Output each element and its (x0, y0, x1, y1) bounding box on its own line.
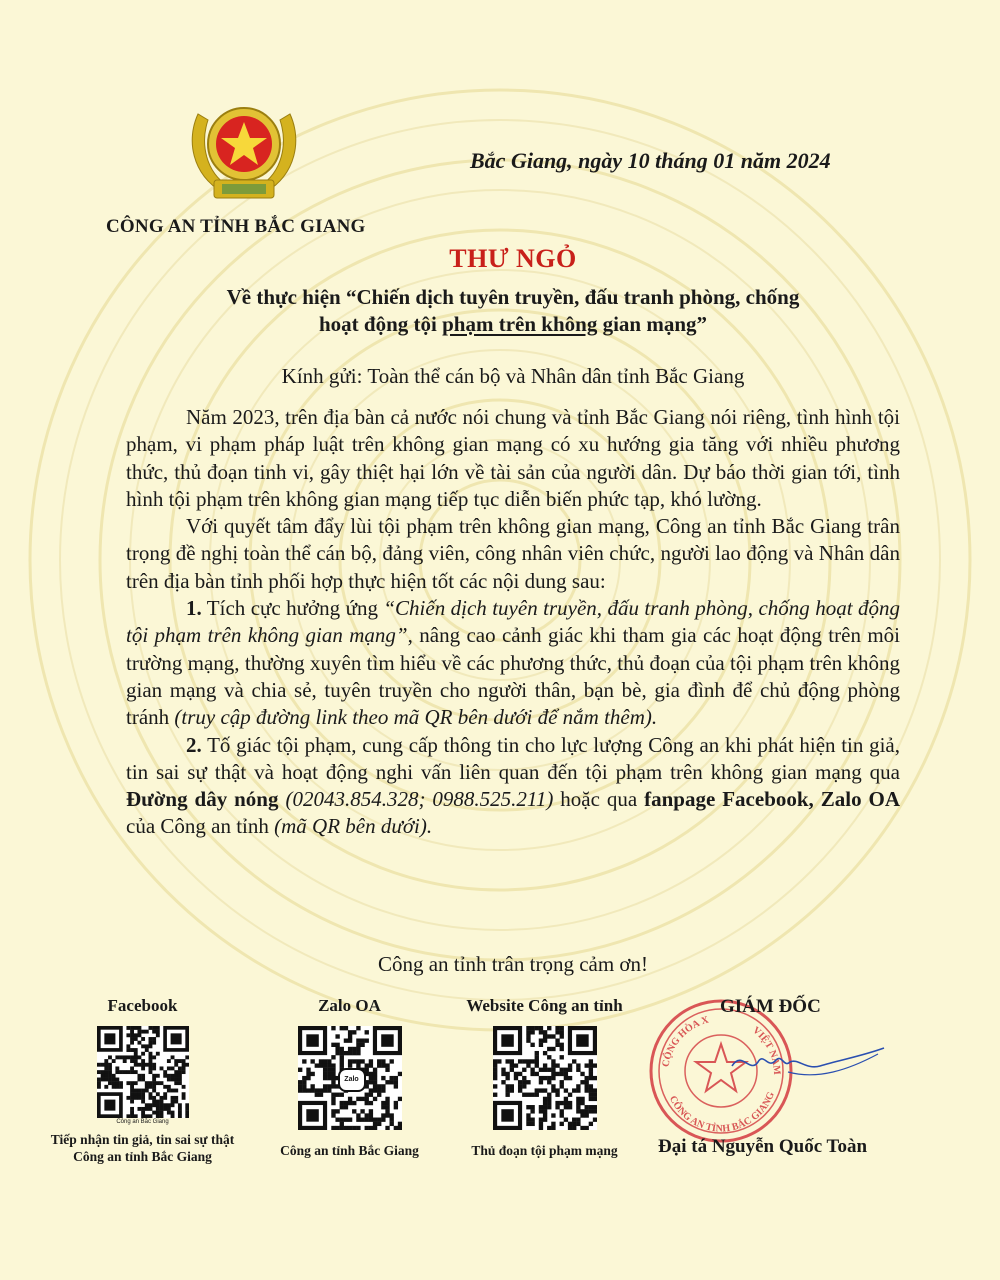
director-title: GIÁM ĐỐC (720, 996, 821, 1017)
item-text: Tố giác tội phạm, cung cấp thông tin cho lực lượng Công an khi phát hiện tin giả, tin sai sự thật và hoạt động nghi vấn liên quan đến tội phạm trên không gian mạng qua (126, 732, 900, 784)
agency-name: CÔNG AN TỈNH BẮC GIANG (106, 216, 366, 237)
signer-name: Đại tá Nguyễn Quốc Toàn (658, 1136, 868, 1157)
item-text: hoặc qua (553, 787, 645, 812)
qr-facebook-code[interactable] (97, 1026, 189, 1118)
item-number: 1. (186, 596, 202, 621)
qr-zalo-wrap (298, 1026, 402, 1130)
qr-zalo-caption: Công an tỉnh Bắc Giang (280, 1143, 419, 1158)
paragraph-1: Năm 2023, trên địa bàn cả nước nói chung và tỉnh Bắc Giang nói riêng, tình hình tội phạm, vi phạm pháp luật trên không gian mạng có xu hướng gia tăng với nhiều phương thức, thủ đoạn tinh vi, gây thiệt hại lớn về tài sản của người dân. Dự báo thời gian tới, tình hình tội phạm trên không gian mạng tiếp tục diễn biến phức tạp, khó lường. (126, 405, 900, 511)
qr-facebook-title: Facebook (107, 996, 178, 1015)
paragraph-2: Với quyết tâm đẩy lùi tội phạm trên không gian mạng, Công an tỉnh Bắc Giang trân trọng đề nghị toàn thể cán bộ, đảng viên, công nhân viên chức, người lao động và Nhân dân trên địa bàn tỉnh phối hợp thực hiện tốt các nội dung sau: (126, 514, 900, 593)
item-text: , nâng cao cảnh giác khi tham gia các hoạt động trên môi trường mạng, thường xuyên tìm hiểu về các phương thức, thủ đoạn của tội phạm trên không gian mạng và chia sẻ, tuyên truyền cho người thân, bạn bè, gia đình để chủ động phòng tránh (126, 623, 900, 730)
item-text: của Công an tỉnh (126, 814, 275, 839)
qr-zalo-block (262, 996, 437, 1159)
channels-label: fanpage Facebook, Zalo OA (644, 787, 901, 812)
subtitle-underlined: phạm trên không (442, 312, 598, 336)
qr-website-block (447, 996, 642, 1159)
qr-facebook-caption-2: Công an tỉnh Bắc Giang (73, 1149, 212, 1164)
zalo-logo-icon (338, 1068, 366, 1092)
list-item-1 (126, 595, 900, 731)
letter-body (126, 404, 900, 841)
qr-hint: (mã QR bên dưới). (274, 814, 433, 839)
hotline-label: Đường dây nóng (126, 787, 279, 812)
stamp-top-text: CỘNG HÒA X (660, 1014, 711, 1068)
qr-website-code[interactable] (493, 1026, 597, 1130)
subtitle-part: hoạt động tội (319, 312, 443, 336)
svg-text:CỘNG HÒA X (660, 1014, 711, 1068)
salutation: Kính gửi: Toàn thể cán bộ và Nhân dân tỉnh Bắc Giang (281, 364, 745, 388)
subtitle-part: gian mạng” (597, 312, 707, 336)
letter-subtitle (0, 284, 1000, 338)
qr-hint: (truy cập đường link theo mã QR bên dưới để nắm thêm). (174, 705, 658, 730)
item-text: Tích cực hưởng ứng (201, 596, 384, 621)
qr-zalo-title: Zalo OA (318, 996, 381, 1015)
hotline-numbers: (02043.854.328; 0988.525.211) (285, 787, 554, 812)
campaign-name: “Chiến dịch tuyên truyền, đấu tranh phòng, chống hoạt động tội phạm trên không gian mạng” (126, 596, 900, 648)
qr-facebook-tiny: Công an Bắc Giang (116, 1119, 169, 1125)
letter-title: THƯ NGỎ (449, 244, 577, 273)
thanks-line: Công an tỉnh trân trọng cảm ơn! (377, 952, 649, 976)
qr-facebook-block (40, 996, 245, 1165)
handwritten-signature-icon (728, 1040, 888, 1090)
qr-website-title: Website Công an tỉnh (466, 996, 623, 1015)
subtitle-line-1: Về thực hiện “Chiến dịch tuyên truyền, đấu tranh phòng, chống (226, 285, 800, 309)
place-date: Bắc Giang, ngày 10 tháng 01 năm 2024 (470, 148, 831, 173)
stamp-right-text: VIỆT NAM (750, 1024, 783, 1076)
stamp-bottom-text: CÔNG AN TỈNH BẮC GIANG (666, 1090, 777, 1135)
subtitle-line-2 (0, 311, 1000, 338)
police-emblem-icon (184, 94, 304, 206)
zalo-logo-text: Zalo (344, 1076, 359, 1083)
qr-facebook-caption-1: Tiếp nhận tin giả, tin sai sự thật (50, 1132, 235, 1147)
list-item-2 (126, 732, 900, 841)
qr-website-caption: Thủ đoạn tội phạm mạng (471, 1143, 618, 1158)
item-number: 2. (186, 732, 202, 757)
